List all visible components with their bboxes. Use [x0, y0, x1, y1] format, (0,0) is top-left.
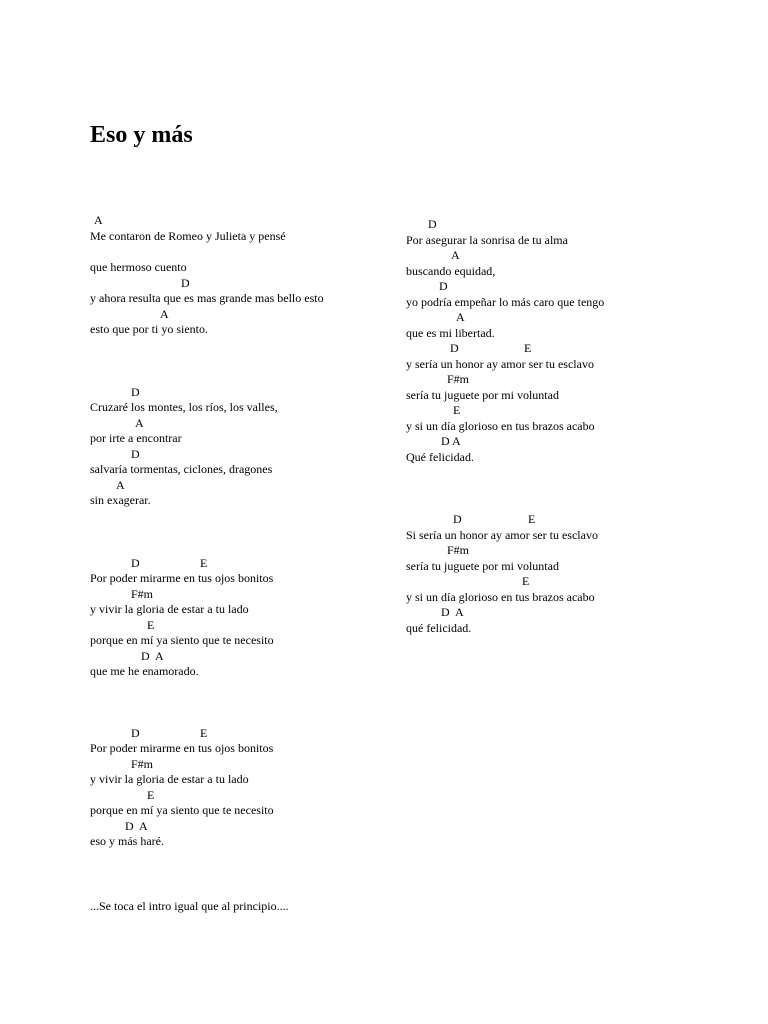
stanza-verse-1: [90, 213, 400, 338]
lyric-line: [90, 757, 400, 788]
stanza-chorus-2: [90, 726, 400, 850]
lyric-line: [90, 649, 400, 680]
lyric-text: y si un día glorioso en tus brazos acabo: [406, 418, 595, 433]
chord: D A: [125, 818, 148, 833]
lyric-text: Por poder mirarme en tus ojos bonitos: [90, 571, 274, 585]
chord: E: [453, 403, 461, 417]
chord: D: [439, 279, 448, 293]
chord: F#m: [131, 756, 154, 771]
chord: F#m: [447, 372, 470, 386]
lyric-text: Cruzaré los montes, los ríos, los valles,: [90, 400, 278, 414]
chord: E: [528, 512, 536, 526]
lyric-line: [90, 819, 400, 850]
chord: A: [94, 213, 103, 227]
lyric-line: [90, 726, 400, 757]
stanza-verse-3: [406, 217, 706, 465]
page-title: Eso y más: [90, 122, 193, 148]
lyric-line: [90, 788, 400, 819]
chord: D: [453, 512, 462, 526]
lyric-line: [406, 403, 706, 434]
lyric-line: [90, 447, 400, 478]
chord: D: [131, 725, 140, 740]
lyric-text: y ahora resulta que es mas grande mas bello esto: [90, 291, 324, 305]
chord: D: [428, 217, 437, 231]
lyric-line: [90, 478, 400, 509]
chord: D: [181, 275, 190, 290]
lyric-line: [406, 248, 706, 279]
lyric-text: y vivir la gloria de estar a tu lado: [90, 602, 249, 616]
chord: D A: [141, 648, 164, 663]
lyric-text: Me contaron de Romeo y Julieta y pensé: [90, 228, 286, 243]
lyric-line: [90, 618, 400, 649]
lyric-line: [406, 574, 706, 605]
lyric-line: [406, 217, 706, 248]
lyric-text: sería tu juguete por mi voluntad: [406, 558, 559, 573]
lyric-text: eso y más haré.: [90, 834, 164, 848]
chord: F#m: [447, 543, 470, 557]
lyric-text: porque en mí ya siento que te necesito: [90, 803, 274, 817]
chord: A: [456, 310, 465, 324]
lyric-line: [406, 512, 706, 543]
chord: E: [522, 574, 530, 588]
lyric-text: qué felicidad.: [406, 620, 472, 635]
lyric-text: esto que por ti yo siento.: [90, 322, 208, 336]
lyric-line: [406, 605, 706, 636]
lyric-line: [406, 543, 706, 574]
lyric-line: [90, 260, 400, 276]
chord: D A: [441, 434, 461, 448]
chord: D A: [441, 605, 464, 619]
lyric-line: [406, 310, 706, 341]
left-column: [90, 213, 400, 850]
lyric-text: salvaría tormentas, ciclones, dragones: [90, 462, 273, 476]
chord: A: [451, 248, 460, 262]
lyric-text: Qué felicidad.: [406, 449, 474, 464]
chord: D: [131, 446, 140, 461]
lyric-line: [90, 385, 400, 416]
stanza-verse-2: [90, 385, 400, 509]
lyric-line: [90, 416, 400, 447]
lyric-line: [90, 276, 400, 307]
lyric-text: porque en mí ya siento que te necesito: [90, 633, 274, 647]
chord: F#m: [131, 586, 154, 601]
chord: E: [200, 555, 208, 570]
stanza-chorus-3: [406, 512, 706, 636]
lyric-text: y sería un honor ay amor ser tu esclavo: [406, 356, 594, 371]
lyric-line: [406, 341, 706, 372]
chord: E: [147, 617, 155, 632]
lyric-text: Si sería un honor ay amor ser tu esclavo: [406, 527, 598, 542]
footer-note: ...Se toca el intro igual que al principio....: [90, 899, 289, 913]
chord: D: [131, 384, 140, 399]
lyric-text: que es mi libertad.: [406, 325, 495, 340]
lyric-line: [406, 372, 706, 403]
lyric-text: que me he enamorado.: [90, 664, 199, 678]
lyric-text: Por poder mirarme en tus ojos bonitos: [90, 741, 274, 755]
lyric-line: [90, 307, 400, 338]
lyric-text: sería tu juguete por mi voluntad: [406, 387, 559, 402]
lyric-line: [90, 556, 400, 587]
lyric-line: [406, 434, 706, 465]
chord: E: [147, 787, 155, 802]
lyric-text: y si un día glorioso en tus brazos acabo: [406, 589, 595, 604]
lyric-text: buscando equidad,: [406, 263, 496, 278]
lyric-text: yo podría empeñar lo más caro que tengo: [406, 294, 605, 309]
lyric-text: y vivir la gloria de estar a tu lado: [90, 772, 249, 786]
chord: E: [524, 341, 532, 355]
chord: A: [160, 306, 169, 321]
lyric-text: por irte a encontrar: [90, 431, 182, 445]
chord: D: [131, 555, 140, 570]
lyric-text: sin exagerar.: [90, 493, 151, 507]
lyric-line: [90, 587, 400, 618]
chord: A: [135, 415, 144, 430]
lyric-text: Por asegurar la sonrisa de tu alma: [406, 232, 568, 247]
stanza-chorus-1: [90, 556, 400, 680]
right-column: [406, 217, 706, 636]
lyric-line: [406, 279, 706, 310]
chord: E: [200, 725, 208, 740]
chord: A: [116, 477, 125, 492]
lyric-line: [90, 213, 400, 244]
chord: D: [450, 341, 459, 355]
lyric-text: que hermoso cuento: [90, 260, 187, 274]
